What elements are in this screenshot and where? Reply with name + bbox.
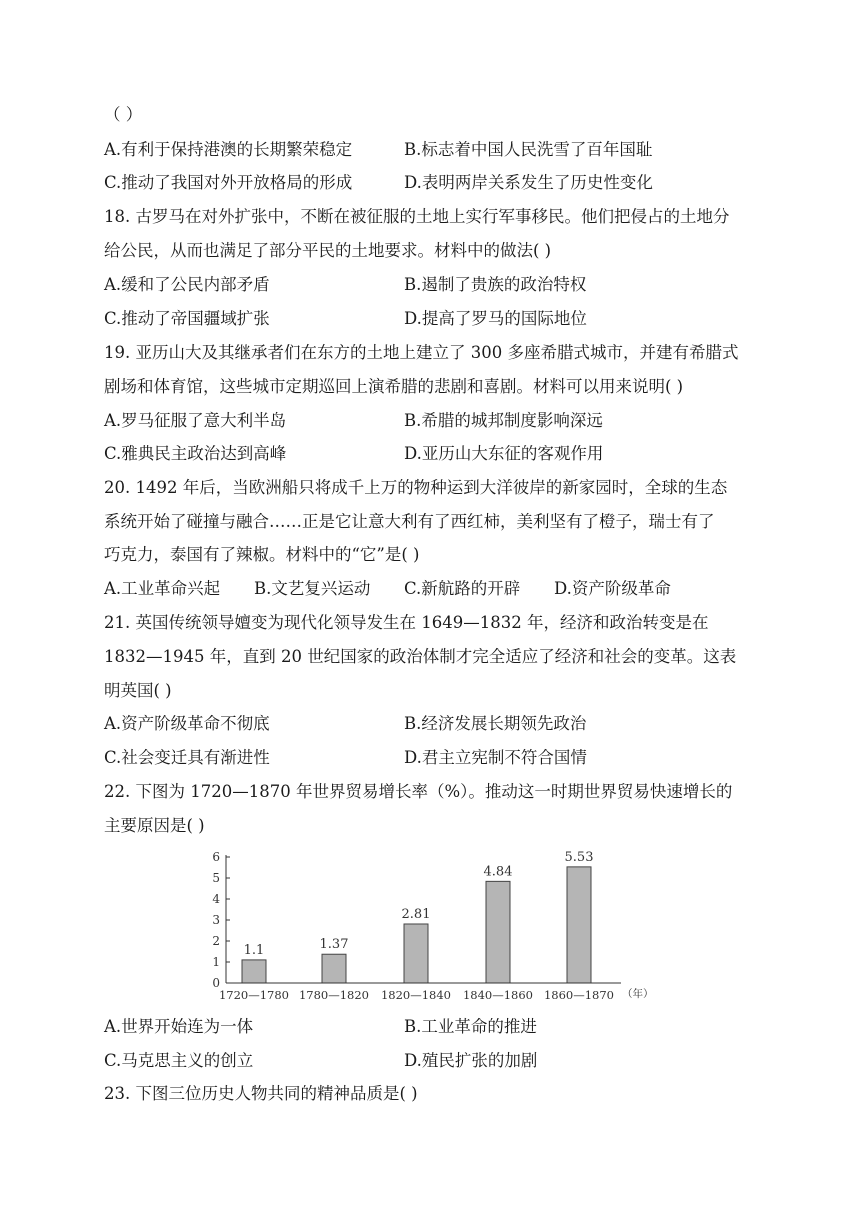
q19-option-c: C.雅典民主政治达到高峰 <box>104 444 287 463</box>
q17-option-c: C.推动了我国对外开放格局的形成 <box>104 173 353 192</box>
q19-stem-line-1: 19. 亚历山大及其继承者们在东方的土地上建立了 300 多座希腊式城市，并建有希腊式 <box>104 343 739 362</box>
q17-option-d: D.表明两岸关系发生了历史性变化 <box>404 173 653 192</box>
q18-option-a: A.缓和了公民内部矛盾 <box>104 275 270 294</box>
bar-data-label: 1.1 <box>243 942 265 958</box>
q22-option-a: A.世界开始连为一体 <box>104 1017 254 1036</box>
y-tick-label: 6 <box>212 850 220 864</box>
q18-stem-line-1: 18. 古罗马在对外扩张中，不断在被征服的土地上实行军事移民。他们把侵占的土地分 <box>104 207 730 226</box>
q21-stem-line-3: 明英国( ) <box>104 681 172 700</box>
x-category-label: 1780—1820 <box>298 988 370 1002</box>
q17-option-b: B.标志着中国人民洗雪了百年国耻 <box>404 140 653 159</box>
q20-stem-line-1: 20. 1492 年后，当欧洲船只将成千上万的物种运到大洋彼岸的新家园时，全球的生态 <box>104 478 728 497</box>
q18-option-c: C.推动了帝国疆域扩张 <box>104 309 270 328</box>
q21-option-a: A.资产阶级革命不彻底 <box>104 714 270 733</box>
q18-option-b: B.遏制了贵族的政治特权 <box>404 275 587 294</box>
bar-data-label: 4.84 <box>483 864 513 880</box>
trade-growth-bar-chart <box>196 842 666 1008</box>
q20-option-b: B.文艺复兴运动 <box>254 579 371 598</box>
bar-data-label: 2.81 <box>401 906 431 922</box>
q18-stem-line-2: 给公民，从而也满足了部分平民的土地要求。材料中的做法( ) <box>104 241 552 260</box>
q22-option-d: D.殖民扩张的加剧 <box>404 1051 538 1070</box>
bar-data-label: 1.37 <box>319 937 349 953</box>
q19-option-d: D.亚历山大东征的客观作用 <box>404 444 604 463</box>
q21-option-c: C.社会变迁具有渐进性 <box>104 748 270 767</box>
bar <box>567 867 591 983</box>
q22-stem-line-2: 主要原因是( ) <box>104 816 205 835</box>
y-tick-label: 1 <box>212 955 220 969</box>
bar <box>242 960 266 983</box>
x-category-label: 1720—1780 <box>218 988 290 1002</box>
y-tick-label: 0 <box>212 976 220 990</box>
q22-stem-line-1: 22. 下图为 1720—1870 年世界贸易增长率（%）。推动这一时期世界贸易快速增长的 <box>104 782 733 801</box>
q22-option-b: B.工业革命的推进 <box>404 1017 537 1036</box>
q20-option-a: A.工业革命兴起 <box>104 579 221 598</box>
x-category-label: 1840—1860 <box>462 988 534 1002</box>
x-category-label: 1860—1870 <box>543 988 615 1002</box>
q21-stem-line-1: 21. 英国传统领导嬗变为现代化领导发生在 1649—1832 年，经济和政治转变是在 <box>104 613 709 632</box>
x-category-label: 1820—1840 <box>380 988 452 1002</box>
bars <box>242 850 593 983</box>
q20-stem-line-2: 系统开始了碰撞与融合……正是它让意大利有了西红柿，美利坚有了橙子，瑞士有了 <box>104 512 715 531</box>
bar <box>404 924 428 983</box>
y-axis <box>212 850 230 990</box>
bar <box>486 881 510 983</box>
x-axis-unit-label: （年） <box>622 988 654 1000</box>
q21-option-b: B.经济发展长期领先政治 <box>404 714 587 733</box>
q18-option-d: D.提高了罗马的国际地位 <box>404 309 587 328</box>
q17-stem-tail: （ ） <box>104 105 143 124</box>
q17-option-a: A.有利于保持港澳的长期繁荣稳定 <box>104 140 353 159</box>
q22-option-c: C.马克思主义的创立 <box>104 1051 254 1070</box>
y-tick-label: 2 <box>212 934 220 948</box>
y-tick-label: 5 <box>212 871 220 885</box>
q20-option-c: C.新航路的开辟 <box>404 579 521 598</box>
q21-option-d: D.君主立宪制不符合国情 <box>404 748 587 767</box>
y-tick-label: 3 <box>212 913 220 927</box>
q20-stem-line-3: 巧克力，泰国有了辣椒。材料中的“它”是( ) <box>104 545 420 564</box>
bar <box>322 954 346 983</box>
q19-stem-line-2: 剧场和体育馆，这些城市定期巡回上演希腊的悲剧和喜剧。材料可以用来说明( ) <box>104 377 684 396</box>
q20-option-d: D.资产阶级革命 <box>554 579 671 598</box>
q19-option-b: B.希腊的城邦制度影响深远 <box>404 411 603 430</box>
bar-data-label: 5.53 <box>564 849 594 865</box>
q19-option-a: A.罗马征服了意大利半岛 <box>104 411 287 430</box>
x-axis <box>219 983 654 1002</box>
y-tick-label: 4 <box>212 892 220 906</box>
q23-stem-line-1: 23. 下图三位历史人物共同的精神品质是( ) <box>104 1084 418 1103</box>
q21-stem-line-2: 1832—1945 年，直到 20 世纪国家的政治体制才完全适应了经济和社会的变革。这表 <box>104 647 737 666</box>
